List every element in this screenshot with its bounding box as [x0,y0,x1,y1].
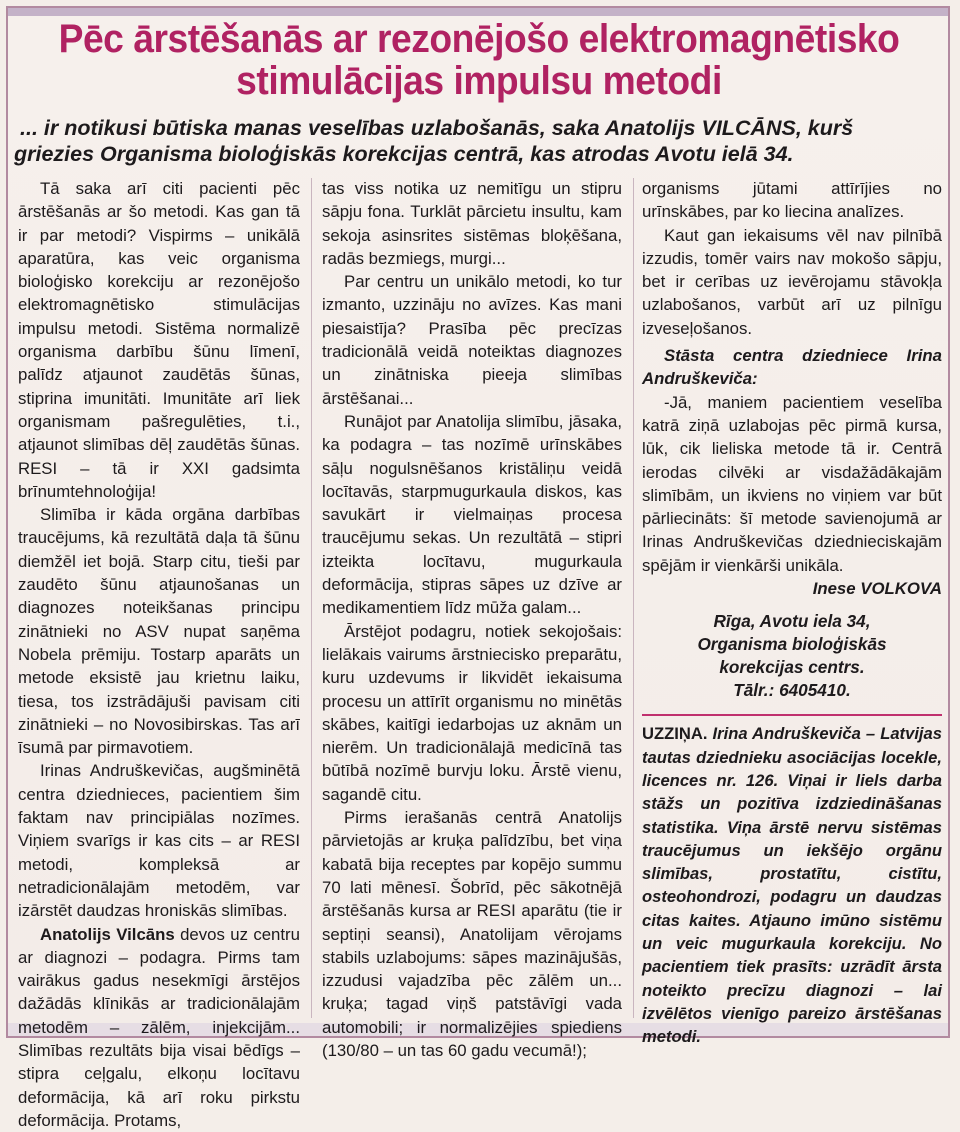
column-divider-2 [633,178,634,1018]
paragraph: Kaut gan iekaisums vēl nav pilnībā izzudis, tomēr vairs nav mokošo sāpju, bet ir cerības uz ievērojamu stāvokļa uzlabošanos, varbūt arī uz pilnīgu izveseļošanos. [642,224,942,340]
address-line: Organisma bioloģiskās [642,633,942,656]
paragraph: Runājot par Anatolija slimību, jāsaka, ka podagra – tas nozīmē urīnskābes sāļu nogulsnēšanos kristāliņu veidā locītavās, starpmugurkaula diskos, kas savukārt ir vielmaiņas procesa traucējumu sekas. Un rezultātā – stipri izteikta locītavu, mugurkaula deformācija, stipras sāpes uz dzīve ar medikamentiem līdz mūža galam... [322,410,622,620]
author-byline: Inese VOLKOVA [642,577,942,600]
article-column-3 [642,177,942,1049]
paragraph: Tā saka arī citi pacienti pēc ārstēšanās ar šo metodi. Kas gan tā ir par metodi? Vispirms – unikālā aparatūra, kas veic organisma bioloģisko korekciju ar rezonējošo elektromagnētisko stimulācijas impulsu metodi. Sistēma normalizē organisma darbību šūnu līmenī, palīdz atjaunot zaudētās šūnas, stiprina imunitāti. Imunitāte arī liek organismam pašregulēties, t.i., atjaunot slimības dēļ zaudētās šūnas. RESI – tā ir XXI gadsimta brīnumtehnoloģija! [18,177,300,503]
article-headline [47,18,912,102]
headline-line-1: Pēc ārstēšanās ar rezonējošo elektromagnētisko [47,18,912,60]
lead-line-2: griezies Organisma bioloģiskās korekcijas centrā, kas atrodas Avotu ielā 34. [14,141,934,167]
info-divider [642,714,942,716]
phone-number: Tālr.: 6405410. [642,679,942,702]
paragraph: Par centru un unikālo metodi, ko tur izmanto, uzzināju no avīzes. Kas mani piesaistīja? Prasība pēc precīzas tradicionālā veidā noteiktas diagnozes un zinātniska pieeja slimības ārstēšanai... [322,270,622,410]
paragraph: Ārstējot podagru, notiek sekojošais: lielākais vairums ārstniecisko preparātu, kuru uzdevums ir likvidēt iekaisuma procesu un attīrīt organismu no minētās skābes, kaitīgi iedarbojas uz aknām un nierēm. Un tradicionālajā medicīnā tas būtībā nozīmē burvju loku. Ārstē vienu, sagandē citu. [322,620,622,806]
paragraph: -Jā, maniem pacientiem veselība katrā ziņā uzlabojas pēc pirmā kursa, lūk, cik lieliska metode tā ir. Centrā ierodas cilvēki ar visdažādākajām slimībām, un ikviens no viņiem var būt pārliecināts: šī metode savienojumā ar Irinas Andruškevičas dziednieciskajām spējām ir vienkārši unikāla. [642,391,942,577]
paragraph: organisms jūtami attīrījies no urīnskābes, par ko liecina analīzes. [642,177,942,224]
speaker-intro: Stāsta centra dziedniece Irina Andruškeviča: [642,344,942,391]
paragraph [18,923,300,1132]
contact-address [642,610,942,702]
patient-name: Anatolijs Vilcāns [40,925,175,944]
article-lead [14,115,934,167]
info-text: Irina Andruškeviča – Latvijas tautas dziednieku asociācijas locekle, licences nr. 126. Viņai ir liels darba stāžs un pozitīva izdziedināšanas statistika. Viņa ārstē nervu sistēmas traucējumus un iekšējo orgānu slimības, prostatītu, cistītu, osteohondrozi, podagru un daudzas citas kaites. Atjauno imūno sistēmu un veic mugurkaula korekciju. No pacientiem tiek prasīts: uzrādīt ārsta noteikto precīzu diagnozi – lai izvēlētos vienīgo pareizo ārstēšanas metodi. [642,724,942,1046]
paragraph: Pirms ierašanās centrā Anatolijs pārvietojās ar kruķa palīdzību, bet viņa kabatā bija receptes par kopējo summu 70 lati mēnesī. Šobrīd, pēc sākotnējā ārstēšanās kursa ar RESI aparātu (tie ir septiņi seansi), Anatolijam vērojams stabils uzlabojums: sāpes mazinājušās, izzudusi vajadzība pēc zālēm un... kruķa; tagad viņš patstāvīgi vada automobili; ir normalizējies spiediens (130/80 – un tas 60 gadu vecumā!); [322,806,622,1062]
lead-line-1: ... ir notikusi būtiska manas veselības uzlabošanās, saka Anatolijs VILCĀNS, kurš [14,115,934,141]
column-divider-1 [311,178,312,1018]
paragraph: Slimība ir kāda orgāna darbības traucējums, kā rezultātā daļa tā šūnu diemžēl iet bojā. Starp citu, tieši par zaudēto šūnu atjaunošanas un diagnozes noteikšanas principu zinātnieki no ASV nupat saņēma Nobela prēmiju. Tostarp aparāts un metode eksistē jau krietnu laiku, tiesa, tos izstrādājuši pavisam citi zinātnieki – no Novosibirskas. Tas arī īsumā par pirmavotiem. [18,503,300,759]
paragraph-text: devos uz centru ar diagnozi – podagra. Pirms tam vairākus gadus nesekmīgi ārstējos dažādās klīnikās ar tradicionālajām metodēm – zālēm, injekcijām... Slimības rezultāts bija visai bēdīgs – stipra ceļgalu, elkoņu locītavu deformācija, kā arī roku pirkstu deformācija. Protams, [18,925,300,1130]
info-box [642,722,942,1048]
paragraph: tas viss notika uz nemitīgu un stipru sāpju fona. Turklāt pārcietu insultu, kam sekoja asinsrites sistēmas bloķēšana, radās bezmiegs, murgi... [322,177,622,270]
top-bleed-strip [8,8,948,16]
headline-line-2: stimulācijas impulsu metodi [47,60,912,102]
address-line: Rīga, Avotu iela 34, [642,610,942,633]
article-column-2 [322,177,622,1062]
info-label: UZZIŅA. [642,724,707,743]
address-line: korekcijas centrs. [642,656,942,679]
article-column-1 [18,177,300,1132]
paragraph: Irinas Andruškevičas, augšminētā centra dziednieces, pacientiem šim faktam nav principiālas nozīmes. Viņiem svarīgs ir kas cits – ar RESI metodi, kompleksā ar netradicionālajām metodēm, var izārstēt daudzas hroniskās slimības. [18,759,300,922]
